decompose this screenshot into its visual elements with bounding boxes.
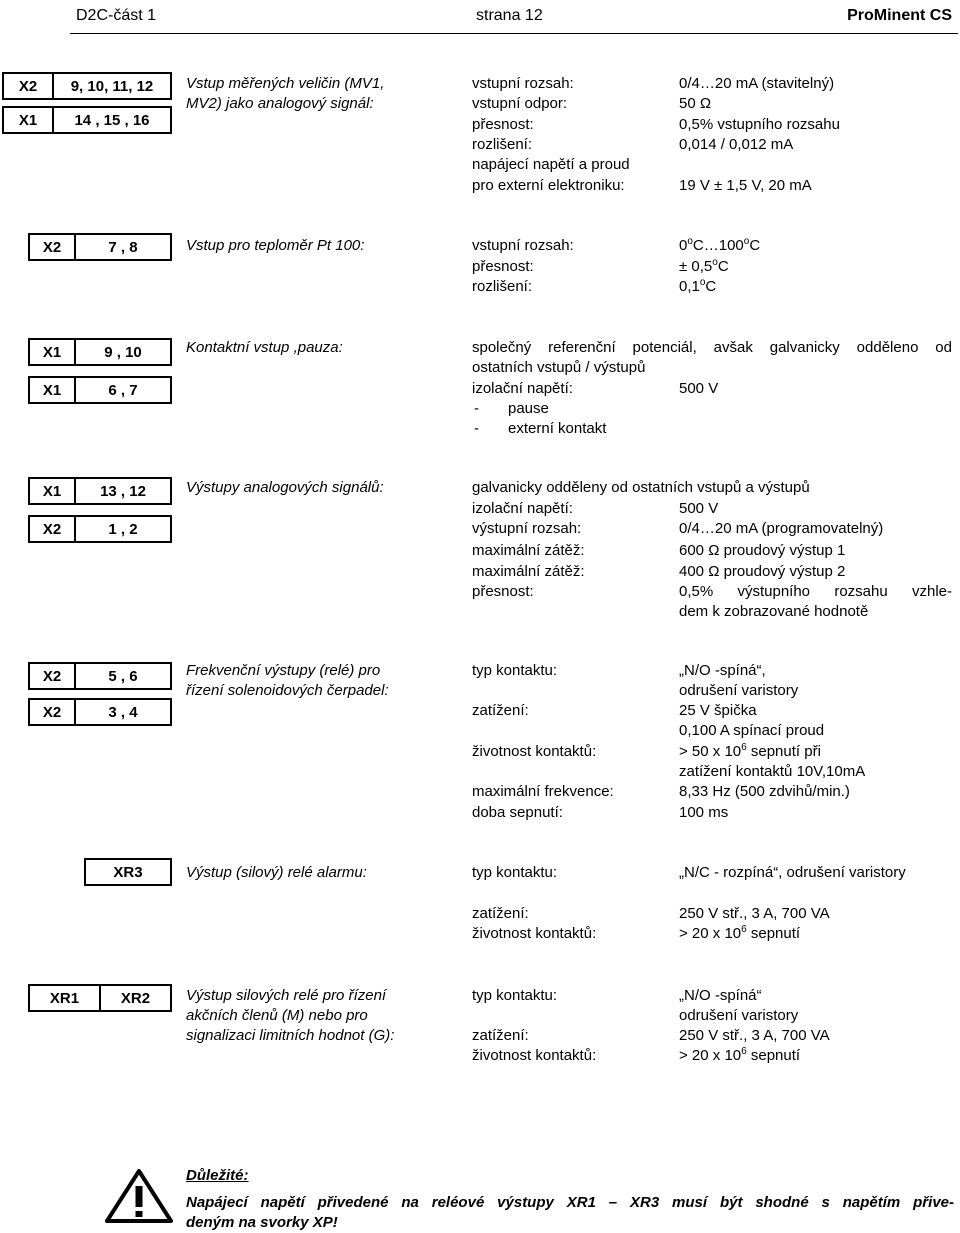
terminal-box: X2 1 , 2 — [28, 515, 172, 543]
spec-value: 0,5% výstupního rozsahu vzhle- — [679, 583, 952, 600]
spec-value: odrušení varistory — [679, 1007, 799, 1024]
spec-label: maximální zátěž: — [472, 563, 585, 580]
spec-value: 500 V — [679, 500, 719, 517]
terminal-box: X1 13 , 12 — [28, 477, 172, 505]
bullet-dash: - — [474, 400, 479, 417]
section-title: akčních členů (M) nebo pro — [186, 1007, 368, 1024]
spec-label: pro externí elektroniku: — [472, 177, 625, 194]
section-title: Výstupy analogových signálů: — [186, 479, 384, 496]
header-divider — [70, 33, 958, 34]
terminal-box: X2 9, 10, 11, 12 — [2, 72, 172, 100]
spec-label: typ kontaktu: — [472, 987, 558, 1004]
spec-label: přesnost: — [472, 258, 534, 275]
spec-value: 50 Ω — [679, 95, 712, 112]
spec-label: přesnost: — [472, 116, 534, 133]
section-title: Kontaktní vstup ,pauza: — [186, 339, 343, 356]
spec-value: ± $0,5^oC$ — [679, 257, 729, 275]
spec-label: maximální zátěž: — [472, 542, 585, 559]
spec-value: 25 V špička — [679, 702, 757, 719]
spec-label: napájecí napětí a proud — [472, 156, 630, 173]
spec-value: 250 V stř., 3 A, 700 VA — [679, 905, 830, 922]
section-title: Výstup silových relé pro řízení — [186, 987, 387, 1004]
spec-label: zatížení: — [472, 905, 529, 922]
spec-label: rozlišení: — [472, 136, 533, 153]
spec-label: maximální frekvence: — [472, 783, 614, 800]
spec-value: 100 ms — [679, 804, 729, 821]
spec-value: 500 V — [679, 380, 719, 397]
spec-label: vstupní odpor: — [472, 95, 568, 112]
spec-value: 400 Ω proudový výstup 2 — [679, 563, 846, 580]
list-item: externí kontakt — [508, 420, 607, 437]
spec-value: 0,014 / 0,012 mA — [679, 136, 794, 153]
spec-value: > 20 x $10^6$ sepnutí — [679, 924, 801, 942]
spec-value: 19 V ± 1,5 V, 20 mA — [679, 177, 812, 194]
terminal-box: X1 6 , 7 — [28, 376, 172, 404]
spec-label: izolační napětí: — [472, 500, 573, 517]
list-item: pause — [508, 400, 549, 417]
section-title: Vstup pro teploměr Pt 100: — [186, 237, 365, 254]
note-title: Důležité: — [186, 1167, 249, 1184]
note-text: deným na svorky XP! — [186, 1214, 338, 1231]
note-text: Napájecí napětí přivedené na reléové výstupy XR1 – XR3 musí být shodné s napětím přive- — [186, 1194, 954, 1211]
spec-value: > 20 x $10^6$ sepnutí — [679, 1046, 801, 1064]
header-center: strana 12 — [476, 7, 543, 24]
spec-label: zatížení: — [472, 1027, 529, 1044]
spec-label: přesnost: — [472, 583, 534, 600]
spec-value: 0,5% vstupního rozsahu — [679, 116, 840, 133]
spec-text: galvanicky odděleny od ostatních vstupů a výstupů — [472, 479, 810, 496]
terminal-box: X2 5 , 6 — [28, 662, 172, 690]
terminal-box: X2 7 , 8 — [28, 233, 172, 261]
spec-value: > 50 x $10^6$ sepnutí při — [679, 742, 821, 760]
spec-label: doba sepnutí: — [472, 804, 563, 821]
header-right: ProMinent CS — [847, 7, 952, 24]
section-title: MV2) jako analogový signál: — [186, 95, 374, 112]
spec-value: 250 V stř., 3 A, 700 VA — [679, 1027, 830, 1044]
spec-label: životnost kontaktů: — [472, 1047, 597, 1064]
spec-value: 0/4…20 mA (stavitelný) — [679, 75, 835, 92]
spec-label: rozlišení: — [472, 278, 533, 295]
spec-label: vstupní rozsah: — [472, 75, 574, 92]
spec-value: 8,33 Hz (500 zdvihů/min.) — [679, 783, 850, 800]
spec-label: výstupní rozsah: — [472, 520, 582, 537]
spec-value: „N/O -spíná“ — [679, 987, 762, 1004]
terminal-box: X2 3 , 4 — [28, 698, 172, 726]
warning-icon — [104, 1168, 174, 1224]
header-left: D2C-část 1 — [76, 7, 157, 24]
section-title: Frekvenční výstupy (relé) pro — [186, 662, 381, 679]
spec-value: 600 Ω proudový výstup 1 — [679, 542, 846, 559]
spec-value: 0,1$^o$C — [679, 277, 717, 295]
spec-label: životnost kontaktů: — [472, 743, 597, 760]
section-title: Vstup měřených veličin (MV1, — [186, 75, 385, 92]
section-title: Výstup (silový) relé alarmu: — [186, 864, 367, 881]
spec-value: odrušení varistory — [679, 682, 799, 699]
spec-value: „N/O -spíná“, — [679, 662, 766, 679]
spec-value: zatížení kontaktů 10V,10mA — [679, 763, 866, 780]
spec-text: ostatních vstupů / výstupů — [472, 359, 646, 376]
spec-value: „N/C - rozpíná“, odrušení varistory — [679, 864, 906, 881]
spec-text: společný referenční potenciál, avšak galvanicky odděleno od — [472, 339, 952, 356]
section-title: signalizaci limitních hodnot (G): — [186, 1027, 395, 1044]
terminal-box: XR3 — [84, 858, 172, 886]
spec-label: typ kontaktu: — [472, 864, 558, 881]
terminal-box: X1 9 , 10 — [28, 338, 172, 366]
section-title: řízení solenoidových čerpadel: — [186, 682, 389, 699]
spec-value: dem k zobrazované hodnotě — [679, 603, 869, 620]
spec-value: 0$^o$C…100$^o$C — [679, 236, 761, 254]
spec-value: 0,100 A spínací proud — [679, 722, 825, 739]
spec-label: zatížení: — [472, 702, 529, 719]
spec-label: vstupní rozsah: — [472, 237, 574, 254]
terminal-box: XR1 XR2 — [28, 984, 172, 1012]
spec-label: typ kontaktu: — [472, 662, 558, 679]
terminal-box: X1 14 , 15 , 16 — [2, 106, 172, 134]
spec-value: 0/4…20 mA (programovatelný) — [679, 520, 884, 537]
spec-label: životnost kontaktů: — [472, 925, 597, 942]
bullet-dash: - — [474, 420, 479, 437]
spec-label: izolační napětí: — [472, 380, 573, 397]
